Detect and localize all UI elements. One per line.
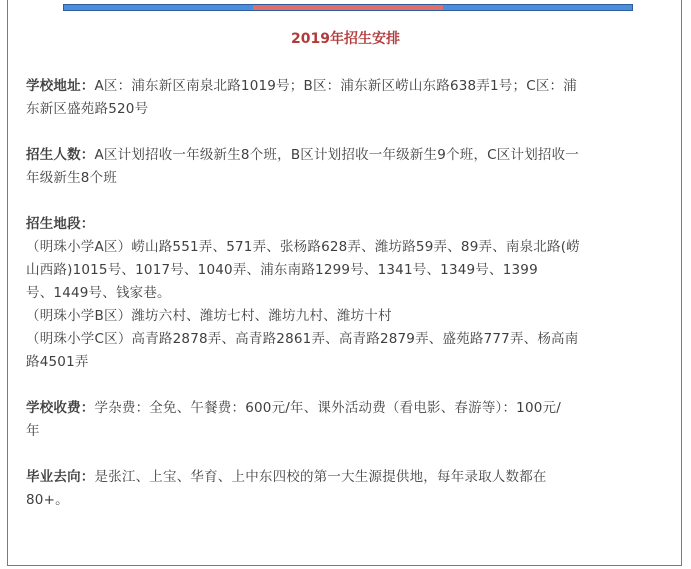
graduation-line-1: [26, 466, 672, 489]
enrollment-text-1: A区计划招收一年级新生8个班，B区计划招收一年级新生9个班，C区计划招收一: [94, 147, 580, 163]
article-body: [26, 75, 672, 512]
fees-text-2: 年: [26, 423, 40, 439]
enrollment-paragraph: [26, 144, 672, 190]
spacer: [26, 190, 672, 213]
spacer: [26, 121, 672, 144]
address-text-1: A区：浦东新区南泉北路1019号；B区：浦东新区崂山东路638弄1号；C区：浦: [94, 78, 577, 94]
fees-label: 学校收费：: [26, 400, 95, 416]
graduation-text-1: 是张江、上宝、华育、上中东四校的第一大生源提供地，每年录取人数都在: [94, 469, 547, 485]
enrollment-line-1: [26, 144, 672, 167]
spacer: [26, 374, 672, 397]
district-c-line-2: 路4501弄: [26, 354, 89, 370]
district-b-line-1: （明珠小学B区）潍坊六村、潍坊七村、潍坊九村、潍坊十村: [26, 308, 392, 324]
district-label: 招生地段：: [26, 216, 95, 232]
district-a-line-1: （明珠小学A区）崂山路551弄、571弄、张杨路628弄、潍坊路59弄、89弄、南泉北路(崂: [26, 239, 580, 255]
district-a-line-3: 号、1449号、钱家巷。: [26, 285, 171, 301]
graduation-label: 毕业去向：: [26, 469, 95, 485]
address-paragraph: [26, 75, 672, 121]
section-title: 2019年招生安排: [291, 31, 400, 47]
district-a-line-2: 山西路)1015号、1017号、1040弄、浦东南路1299号、1341号、1349号、1399: [26, 262, 538, 278]
top-bar-left-segment: [64, 5, 253, 10]
district-c-line-1: （明珠小学C区）高青路2878弄、高青路2861弄、高青路2879弄、盛苑路777弄、杨高南: [26, 331, 579, 347]
fees-paragraph: [26, 397, 672, 443]
spacer: [26, 443, 672, 466]
fees-text-1: 学杂费：全免、午餐费：600元/年、课外活动费（看电影、春游等）：100元/: [94, 400, 561, 416]
top-bar-middle-segment: [253, 5, 442, 10]
district-paragraph: [26, 213, 672, 374]
decorative-top-bar: [63, 4, 633, 11]
graduation-paragraph: [26, 466, 672, 512]
fees-line-1: [26, 397, 672, 420]
graduation-text-2: 80+。: [26, 492, 69, 508]
enrollment-label: 招生人数：: [26, 147, 95, 163]
address-text-2: 东新区盛苑路520号: [26, 101, 149, 117]
address-line-1: [26, 75, 672, 98]
enrollment-text-2: 年级新生8个班: [26, 170, 117, 186]
top-bar-right-segment: [443, 5, 632, 10]
address-label: 学校地址：: [26, 78, 95, 94]
